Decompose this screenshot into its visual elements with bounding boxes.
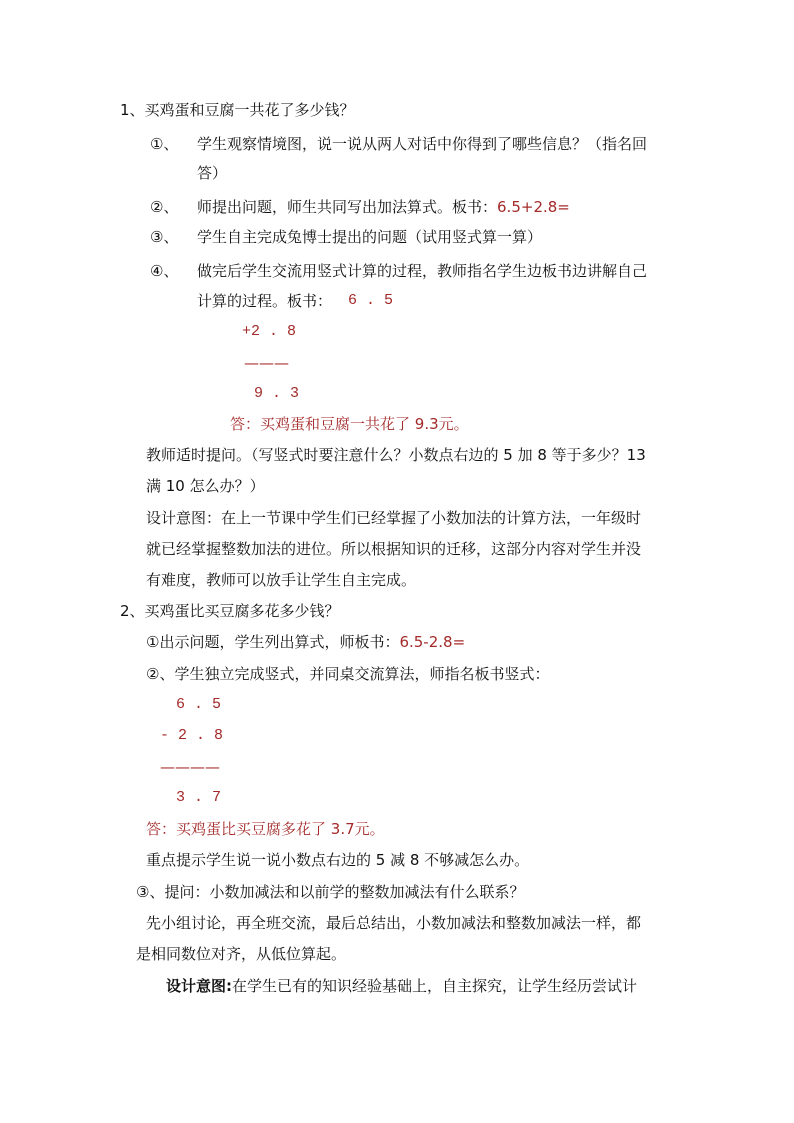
section1-step2-text: [197, 197, 570, 217]
section2-step1-formula: 6.5-2.8=: [399, 633, 466, 651]
section1-heading: 1、买鸡蛋和豆腐一共花了多少钱？: [120, 101, 355, 119]
addition-calc-second: +2 . 8: [242, 323, 297, 340]
design-intent2-label: 设计意图:: [166, 977, 232, 995]
addition-calc-line: ———: [244, 354, 289, 372]
design-intent1-line1: 设计意图：在上一节课中学生们已经掌握了小数加法的计算方法，一年级时: [146, 509, 642, 527]
section1-step4-text: 做完后学生交流用竖式计算的过程，教师指名学生边板书边讲解自己: [197, 262, 648, 280]
addition-answer: 答：买鸡蛋和豆腐一共花了 9.3元。: [230, 415, 469, 433]
section1-step2-formula: 6.5+2.8=: [497, 198, 570, 216]
section1-step3-number: ③、: [150, 228, 179, 246]
addition-calc-top: 6 . 5: [348, 292, 394, 309]
section1-step1-continuation: 答）: [197, 164, 228, 182]
summary-line1: 先小组讨论，再全班交流，最后总结出，小数加减法和整数加减法一样，都: [146, 914, 642, 932]
section2-step1-text: [146, 632, 465, 652]
subtraction-calc-top: 6 . 5: [176, 696, 222, 713]
subtraction-calc-result: 3 . 7: [176, 789, 222, 806]
section2-step1-label: ①出示问题，学生列出算式，师板书：: [146, 633, 400, 651]
section1-step4-number: ④、: [150, 262, 179, 280]
design-intent1-line2: 就已经掌握整数加法的进位。所以根据知识的迁移，这部分内容对学生并没: [146, 540, 642, 558]
addition-calc-result: 9 . 3: [254, 385, 300, 402]
section1-step2-number: ②、: [150, 198, 179, 216]
emphasis-note: 重点提示学生说一说小数点右边的 5 减 8 不够减怎么办。: [146, 851, 530, 869]
subtraction-calc-line: ————: [160, 758, 220, 776]
design-intent1-line3: 有难度，教师可以放手让学生自主完成。: [146, 571, 417, 589]
section2-step3-text: ③、提问：小数加减法和以前学的整数加减法有什么联系？: [136, 883, 525, 901]
section2-heading: 2、买鸡蛋比买豆腐多花多少钱？: [120, 602, 340, 620]
design-intent2-text: 在学生已有的知识经验基础上，自主探究，让学生经历尝试计: [232, 977, 638, 995]
subtraction-answer: 答：买鸡蛋比买豆腐多花了 3.7元。: [146, 820, 385, 838]
teacher-question-line1: 教师适时提问。（写竖式时要注意什么？小数点右边的 5 加 8 等于多少？13: [146, 446, 646, 464]
design-intent2: [166, 976, 637, 996]
summary-line2: 是相同数位对齐，从低位算起。: [136, 945, 347, 963]
section1-step1-text: 学生观察情境图，说一说从两人对话中你得到了哪些信息？（指名回: [197, 135, 648, 153]
teacher-question-line2: 满 10 怎么办？）: [146, 477, 265, 495]
section2-step2-text: ②、学生独立完成竖式，并同桌交流算法，师指名板书竖式：: [146, 665, 550, 683]
section1-step3-text: 学生自主完成兔博士提出的问题（试用竖式算一算）: [197, 228, 543, 246]
section1-step2-label: 师提出问题，师生共同写出加法算式。板书：: [197, 198, 498, 216]
section1-step4-continuation: 计算的过程。板书：: [197, 292, 333, 310]
subtraction-calc-second: - 2 . 8: [160, 727, 224, 744]
section1-step1-number: ①、: [150, 135, 179, 153]
